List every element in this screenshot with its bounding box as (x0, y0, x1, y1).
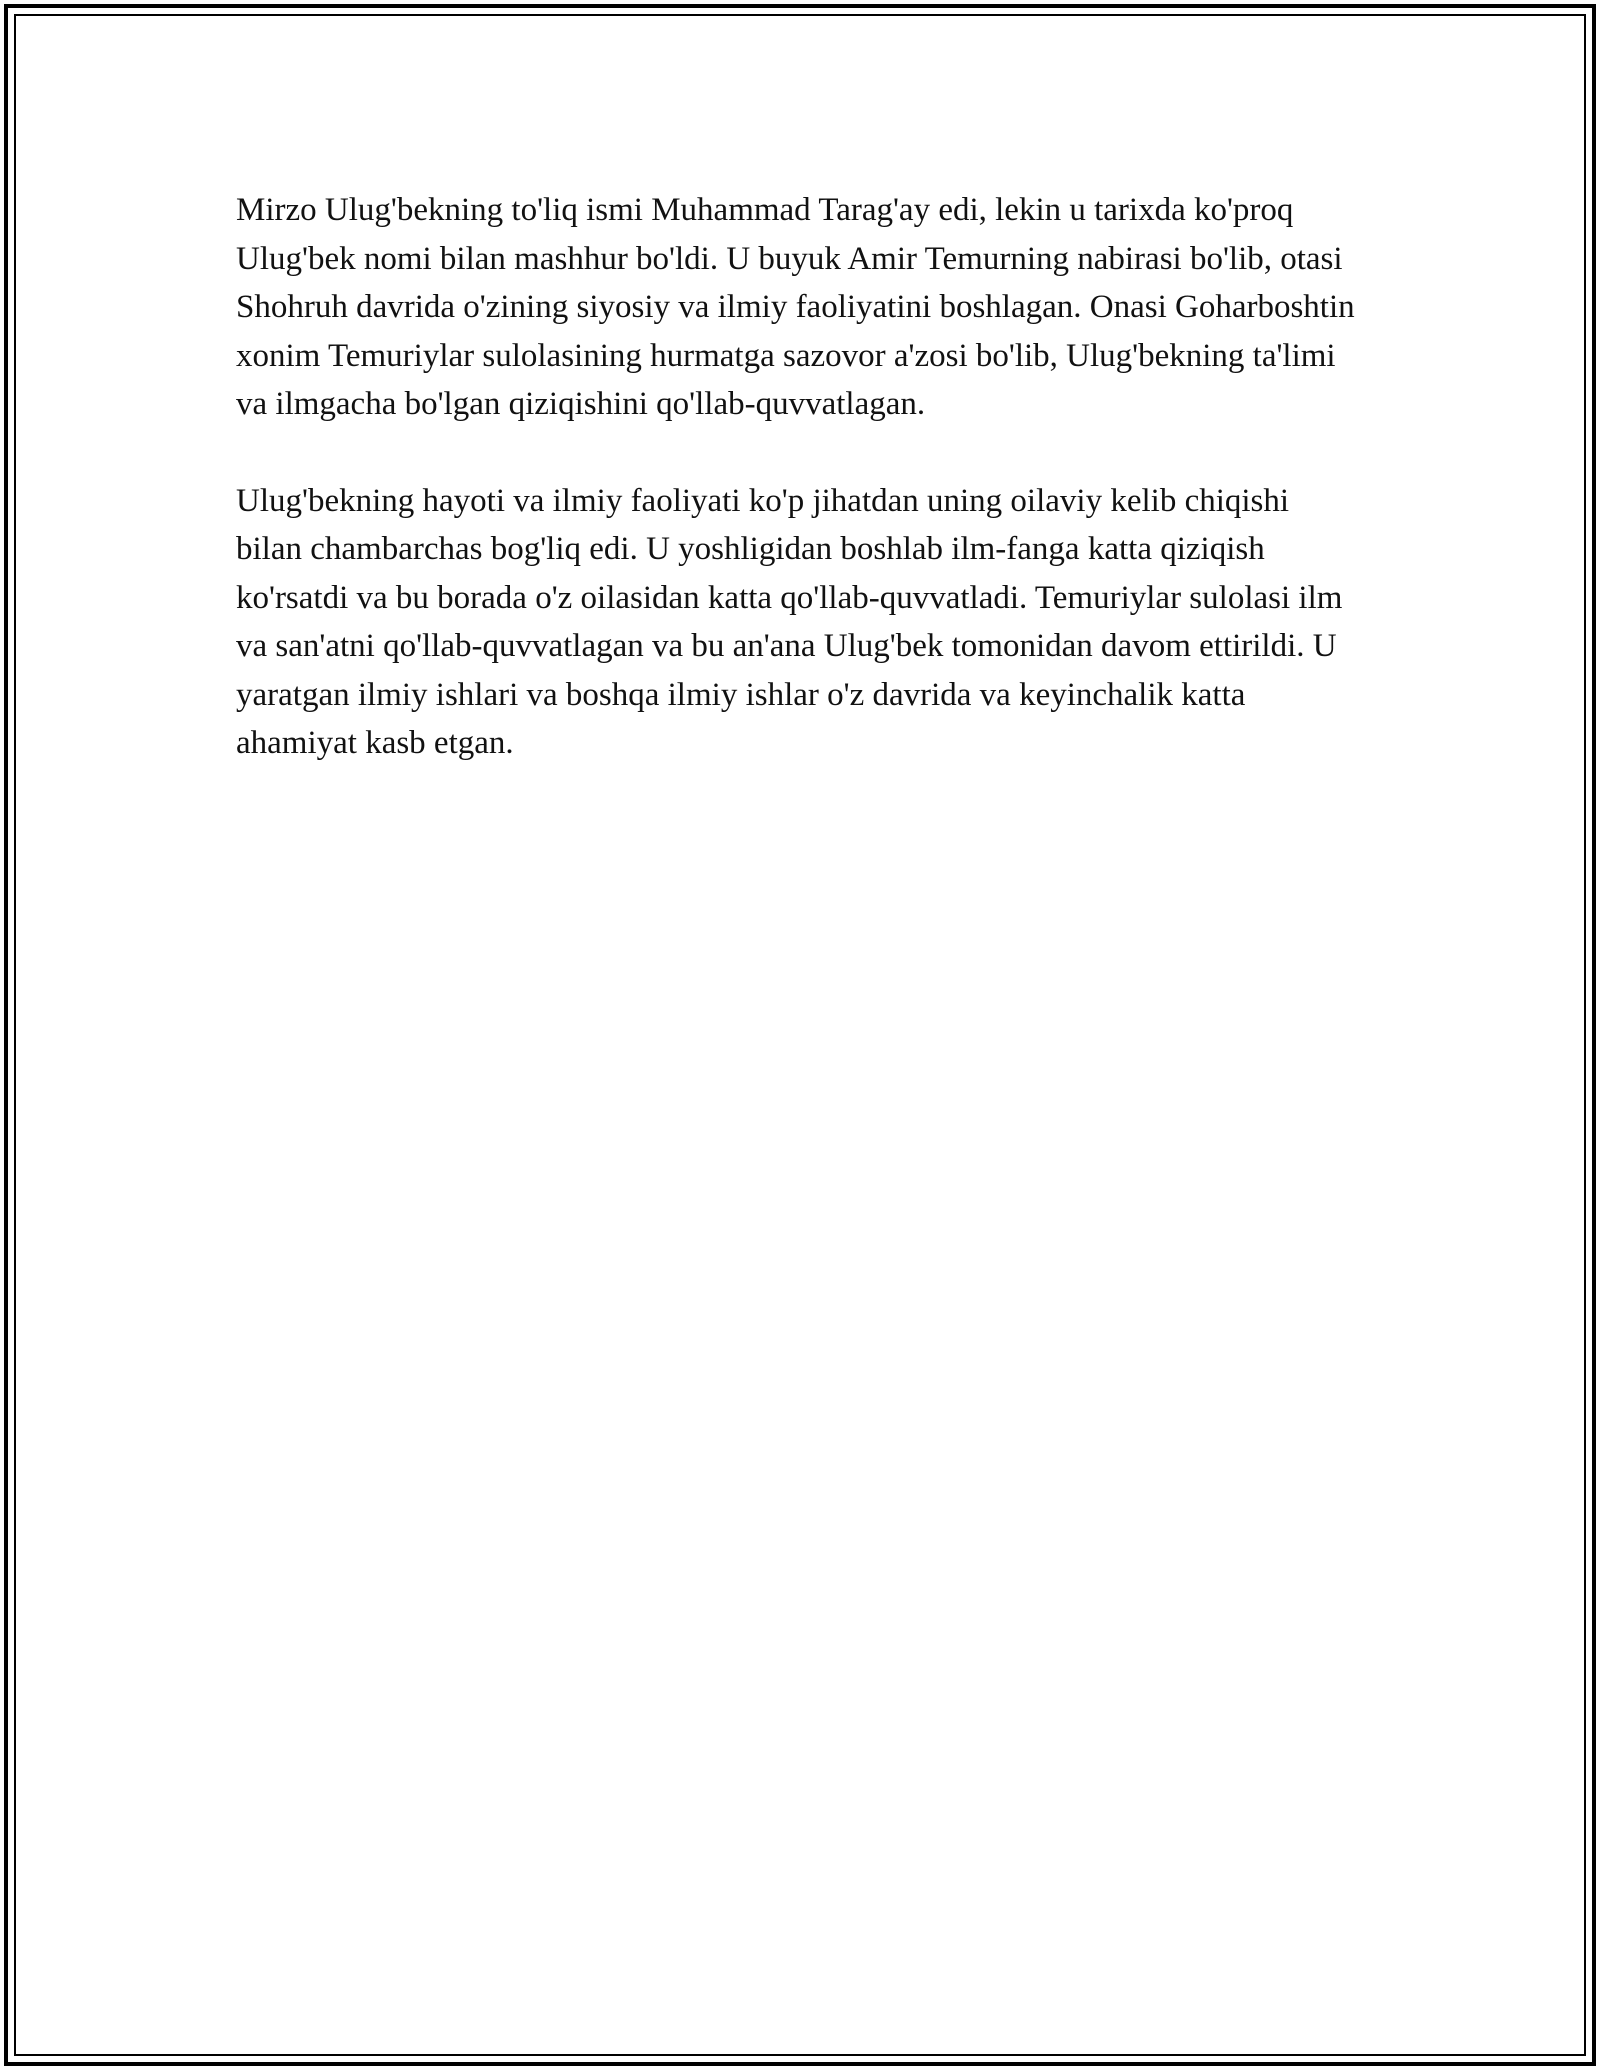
document-body (236, 186, 1360, 816)
paragraph-1: Mirzo Ulug'bekning to'liq ismi Muhammad Tarag'ay edi, lekin u tarixda ko'proq Ulug'bek nomi bilan mashhur bo'ldi. U buyuk Amir Temurning nabirasi bo'lib, otasi Shohruh davrida o'zining siyosiy va ilmiy faoliyatini boshlagan. Onasi Goharboshtin xonim Temuriylar sulolasining hurmatga sazovor a'zosi bo'lib, Ulug'bekning ta'limi va ilmgacha bo'lgan qiziqishini qo'llab-quvvatlagan. (236, 192, 1355, 422)
paragraph-2: Ulug'bekning hayoti va ilmiy faoliyati ko'p jihatdan uning oilaviy kelib chiqishi bilan chambarchas bog'liq edi. U yoshligidan boshlab ilm-fanga katta qiziqish ko'rsatdi va bu borada o'z oilasidan katta qo'llab-quvvatladi. Temuriylar sulolasi ilm va san'atni qo'llab-quvvatlagan va bu an'ana Ulug'bek tomonidan davom ettirildi. U yaratgan ilmiy ishlari va boshqa ilmiy ishlar o'z davrida va keyinchalik katta ahamiyat kasb etgan. (236, 482, 1343, 761)
